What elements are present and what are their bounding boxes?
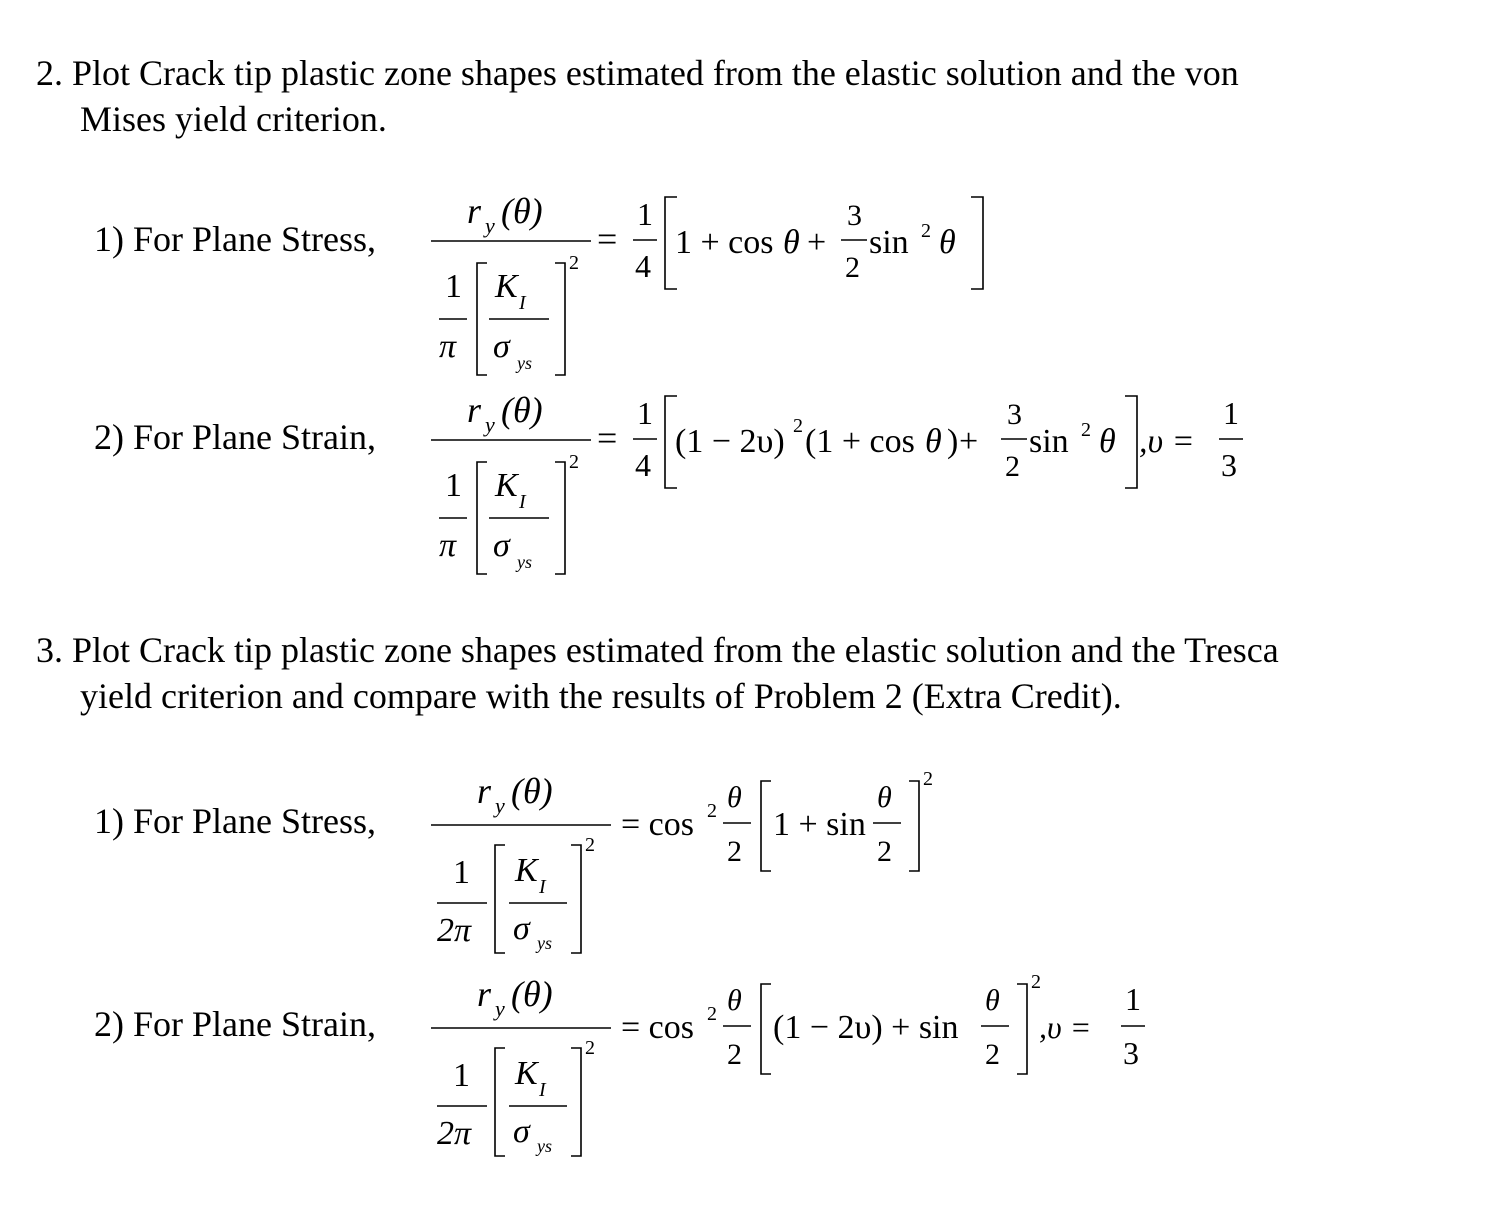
eq-right-bracket [555, 263, 565, 375]
eq-half-den-2: 2 [877, 835, 892, 868]
eq-K-sub: I [519, 292, 526, 314]
eq-nu-part: ,υ = [1139, 423, 1195, 460]
eq-num-theta: (θ) [511, 974, 553, 1014]
eq-rhs-left-bracket [761, 781, 771, 871]
eq-num-sub: y [485, 213, 495, 238]
eq-den-one: 1 [453, 854, 470, 891]
p2-case-2-label: 2) For Plane Strain, [94, 417, 376, 457]
eq-num-r: r [467, 191, 482, 231]
eq-sq-1: 2 [793, 415, 803, 437]
eq-rhs-left-bracket [761, 984, 771, 1074]
eq-frac-num: 3 [1007, 398, 1022, 431]
eq-power: 2 [585, 1037, 595, 1059]
eq-plus: + [807, 224, 827, 261]
eq-half-den-2: 2 [985, 1038, 1000, 1071]
p3-case-1-label: 1) For Plane Stress, [94, 801, 376, 841]
eq-sigma-sub: ys [517, 552, 532, 572]
eq-K: K [515, 1055, 538, 1092]
eq-nu-den: 3 [1221, 447, 1237, 483]
eq-half-den: 2 [727, 835, 742, 868]
eq-power: 2 [585, 834, 595, 856]
eq-left-bracket [495, 1048, 505, 1156]
eq-nu-num: 1 [1125, 981, 1141, 1017]
eq-nu-den: 3 [1123, 1035, 1139, 1071]
eq-den-pi: π [439, 328, 457, 365]
eq-term-b: sin [1029, 423, 1069, 460]
eq-sigma-sub: ys [537, 933, 552, 953]
eq-rhs-right-bracket [971, 197, 983, 289]
eq-coef-num: 1 [637, 395, 653, 431]
eq-equals-cos: = cos [621, 806, 694, 843]
eq-rhs-right-bracket [1125, 396, 1137, 488]
eq-frac-den: 2 [1005, 450, 1020, 483]
eq-term-a: (1 − 2υ) + sin [773, 1009, 959, 1046]
problem-3-line-2: yield criterion and compare with the results of Problem 2 (Extra Credit). [80, 676, 1122, 716]
eq-coef-num: 1 [637, 196, 653, 232]
eq-coef-den: 4 [635, 248, 651, 284]
eq-term-a: 1 + cos [675, 224, 774, 261]
eq-num-theta: (θ) [511, 771, 553, 811]
eq-close-paren: ) [947, 423, 959, 460]
eq-den-one: 1 [445, 467, 462, 504]
eq-sq-2: 2 [1081, 419, 1091, 441]
eq-num-r: r [477, 974, 492, 1014]
eq-theta-half-num-2: θ [877, 781, 892, 814]
eq-K: K [495, 467, 518, 504]
eq-left-bracket [477, 263, 487, 375]
p2-plane-stress-equation [425, 185, 1005, 385]
eq-K: K [515, 852, 538, 889]
p3-plane-stress-equation [425, 765, 965, 965]
eq-num-r: r [467, 390, 482, 430]
problem-2-line-2: Mises yield criterion. [80, 99, 387, 139]
eq-right-bracket [571, 845, 581, 953]
eq-num-sub: y [495, 996, 505, 1021]
p2-case-1-label: 1) For Plane Stress, [94, 219, 376, 259]
eq-den-pi: 2π [437, 912, 472, 949]
problem-2-line-1: 2. Plot Crack tip plastic zone shapes estimated from the elastic solution and the von [36, 53, 1239, 93]
eq-right-bracket [555, 462, 565, 574]
eq-sq: 2 [921, 220, 931, 242]
eq-num-sub: y [495, 793, 505, 818]
eq-equals: = [597, 418, 618, 458]
problem-3-line-1: 3. Plot Crack tip plastic zone shapes estimated from the elastic solution and the Tresca [36, 630, 1279, 670]
eq-K-sub: I [519, 491, 526, 513]
eq-nu-part: ,υ = [1039, 1009, 1092, 1045]
eq-power: 2 [569, 252, 579, 274]
eq-sq: 2 [707, 1003, 717, 1025]
eq-plus: + [959, 423, 979, 460]
eq-coef-den: 4 [635, 447, 651, 483]
eq-num-r: r [477, 771, 492, 811]
eq-den-one: 1 [445, 268, 462, 305]
eq-theta-1: θ [783, 224, 800, 261]
eq-outer-power: 2 [923, 768, 933, 790]
eq-frac-num: 3 [847, 199, 862, 232]
p3-case-2-label: 2) For Plane Strain, [94, 1004, 376, 1044]
eq-theta-half-num: θ [727, 984, 742, 1017]
eq-num-theta: (θ) [501, 191, 543, 231]
eq-num-sub: y [485, 412, 495, 437]
eq-theta-half-num-2: θ [985, 984, 1000, 1017]
problem-3-heading [36, 627, 1279, 719]
eq-sigma-sub: ys [517, 353, 532, 373]
eq-K-sub: I [539, 876, 546, 898]
eq-theta-2: θ [939, 224, 956, 261]
eq-outer-power: 2 [1031, 971, 1041, 993]
eq-rhs-right-bracket [909, 781, 919, 871]
eq-num-theta: (θ) [501, 390, 543, 430]
eq-frac-den: 2 [845, 251, 860, 284]
eq-power: 2 [569, 451, 579, 473]
eq-equals-cos: = cos [621, 1009, 694, 1046]
eq-sigma: σ [493, 527, 510, 564]
eq-left-bracket [495, 845, 505, 953]
eq-sigma-sub: ys [537, 1136, 552, 1156]
eq-theta-2: θ [1099, 423, 1116, 460]
eq-rhs-right-bracket [1017, 984, 1027, 1074]
eq-term-c: (1 + cos [805, 423, 915, 460]
eq-theta-half-num: θ [727, 781, 742, 814]
eq-right-bracket [571, 1048, 581, 1156]
eq-sq: 2 [707, 800, 717, 822]
eq-term-b: sin [869, 224, 909, 261]
p3-plane-strain-equation [425, 968, 1165, 1168]
eq-den-pi: 2π [437, 1115, 472, 1152]
eq-term-a: (1 − 2υ) [675, 423, 785, 460]
eq-equals: = [597, 219, 618, 259]
eq-den-pi: π [439, 527, 457, 564]
eq-K: K [495, 268, 518, 305]
eq-sigma: σ [493, 328, 510, 365]
eq-left-bracket [477, 462, 487, 574]
eq-sigma: σ [513, 1113, 530, 1150]
eq-sigma: σ [513, 910, 530, 947]
eq-theta-1: θ [925, 423, 942, 460]
eq-nu-num: 1 [1223, 395, 1239, 431]
problem-2-heading [36, 50, 1239, 142]
eq-half-den: 2 [727, 1038, 742, 1071]
eq-den-one: 1 [453, 1057, 470, 1094]
p2-plane-strain-equation [425, 384, 1255, 584]
eq-term-a: 1 + sin [773, 806, 866, 843]
eq-K-sub: I [539, 1079, 546, 1101]
